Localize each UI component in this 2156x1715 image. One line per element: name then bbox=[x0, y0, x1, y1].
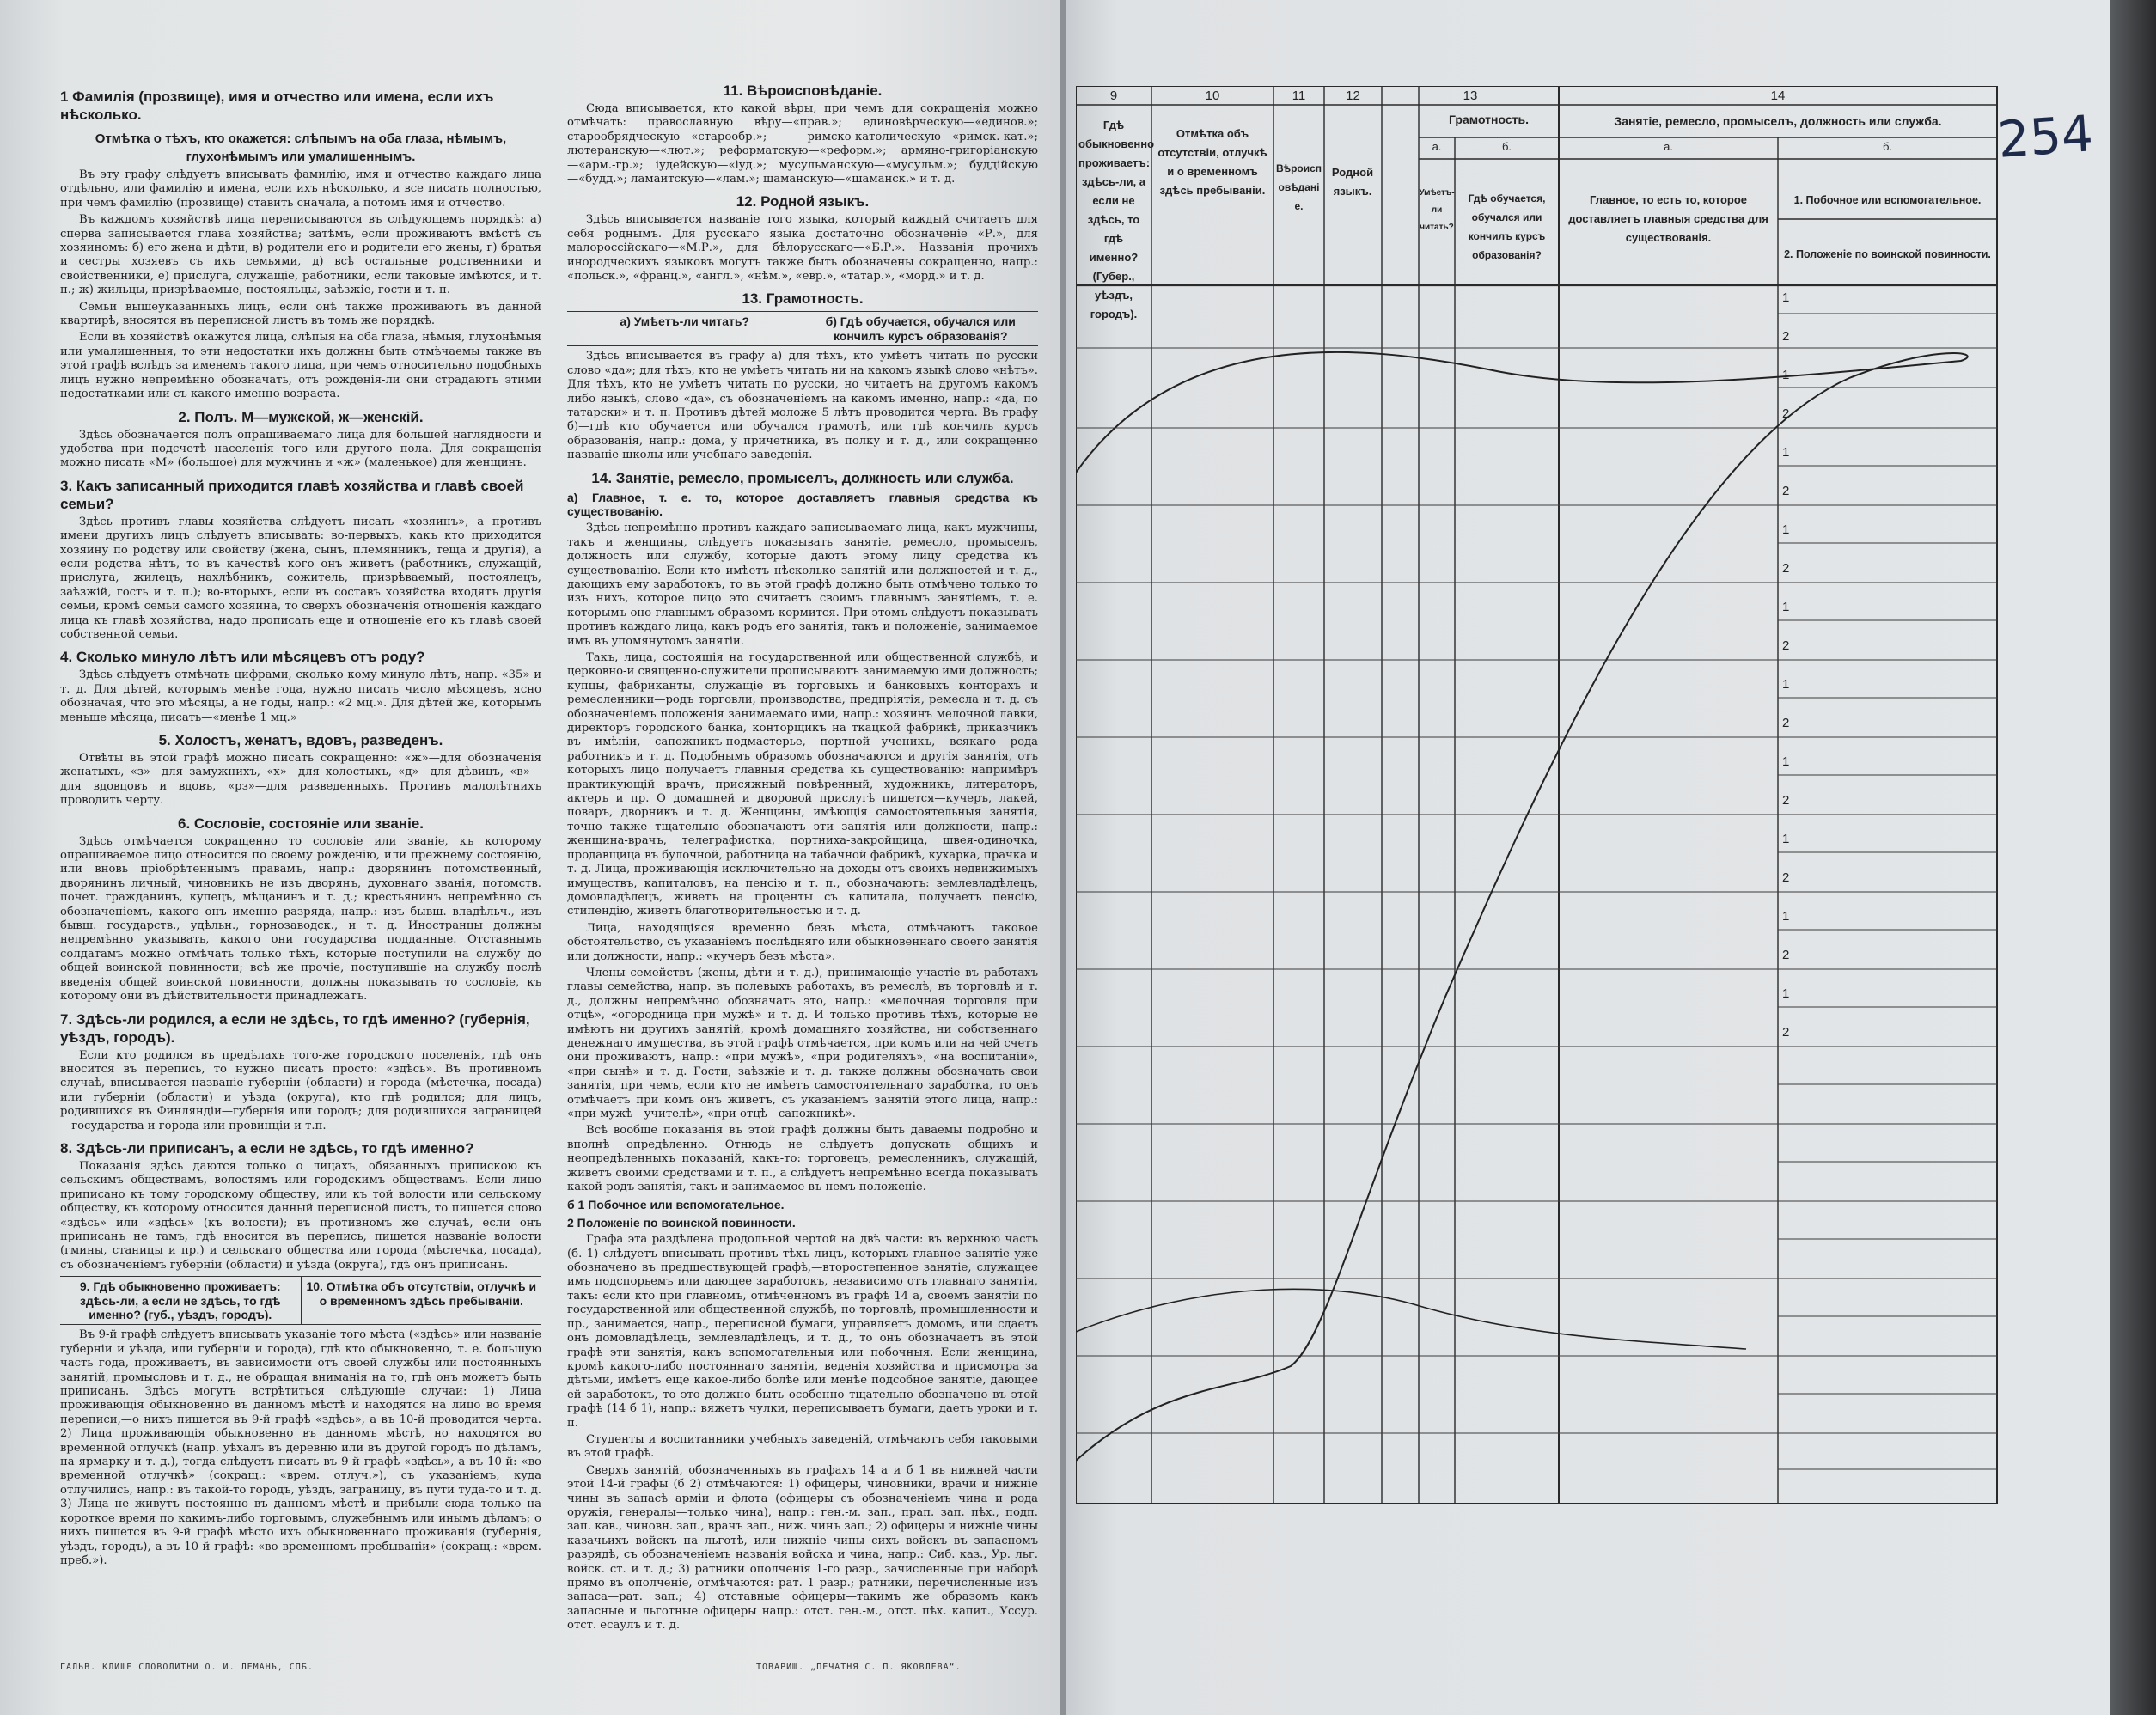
header-13b-letter: б. bbox=[1501, 140, 1512, 153]
section-1-title: 1 Фамилія (прозвище), имя и отчество или имена, если ихъ нѣсколько. bbox=[60, 88, 494, 123]
section-1-note: Отмѣтка о тѣхъ, кто окажется: слѣпымъ на оба глаза, нѣмымъ, глухонѣмымъ или умалишеннымъ. bbox=[95, 131, 507, 164]
paragraph: Здѣсь противъ главы хозяйства слѣдуетъ писать «хозяинъ», а противъ имени другихъ лицъ слѣдуетъ вписывать: во-первыхъ, какъ кто приходится хозяину по родству или свойству (жена, сынъ, племянникъ, теща и другія), а если родства нѣтъ, то въ качествѣ кого онъ живетъ (работникъ, служащій, прислуга, жилецъ, нахлѣбникъ, сожитель, призрѣваемый, постоялецъ, заѣзжій, гость и т. п.); во-вторыхъ, если въ составъ хозяйства входятъ другія семьи, кромѣ семьи самого хозяина, то сверхъ обозначенія отношенія каждаго лица къ главѣ хозяйства, надо прописать еще и отношеніе его къ главѣ своей собственной семьи. bbox=[60, 515, 541, 641]
header-12: Родной языкъ. bbox=[1331, 166, 1374, 198]
printer-footer-left: ГАЛЬВ. КЛИШЕ СЛОВОЛИТНИ О. И. ЛЕМАНЪ, СПБ. bbox=[60, 1663, 314, 1672]
row-mark: 2 bbox=[1782, 638, 1790, 653]
row-mark: 1 bbox=[1782, 677, 1790, 692]
paragraph: Лица, находящіяся временно безъ мѣста, отмѣчаютъ таковое обстоятельство, съ указаніемъ послѣдняго или обыкновеннаго своего занятія или должности, напр.: «кучеръ безъ мѣста». bbox=[567, 921, 1038, 963]
paragraph: Здѣсь непремѣнно противъ каждаго записываемаго лица, какъ мужчины, такъ и женщины, слѣдуетъ показывать занятіе, ремесло, промыселъ, должность или службу, которые даютъ этому лицу средства къ существованію. Если кто имѣетъ нѣсколько занятій или должностей и т. д., дающихъ ему заработокъ, то въ этой графѣ должно быть отмѣчено только то изъ нихъ, которое лицо это считаетъ своимъ главнымъ занятіемъ, т. е. которымъ оно главнымъ образомъ кормится. При этомъ слѣдуетъ показывать противъ каждаго лица, какъ родъ его занятія, такъ и положеніе, занимаемое имъ въ упомянутомъ занятіи. bbox=[567, 522, 1038, 648]
section-3-title: 3. Какъ записанный приходится главѣ хозяйства и главѣ своей семьи? bbox=[60, 477, 524, 512]
row-mark: 2 bbox=[1782, 561, 1790, 576]
col-num-11: 11 bbox=[1292, 88, 1306, 103]
paragraph: Сверхъ занятій, обозначенныхъ въ графахъ 14 а и б 1 въ нижней части этой 14-й графы (б 2) отмѣчаются: 1) офицеры, чиновники, врачи и нижніе чины въ запасѣ арміи и флота (офицеры съ обозначеніемъ чина и рода оружія, генералы—только чина), напр.: ген.-м. зап., прап. зап. пѣх., подп. зап. кав., чиновн. зап., врачъ зап., ниж. чинъ зап.; 2) офицеры и нижніе чины казачьихъ войскъ на льготѣ, или нижніе чины сихъ войскъ въ запасномъ разрядѣ, съ обозначеніемъ названія войска и чина, напр.: Сиб. каз., Ур. льг. войск. ст. и т. д.; 3) ратники ополченія 1-го разр., зачисленные при наборѣ прямо въ ополченіе, отмѣчаются: рат. 1 разр.; ратники, перечисленные изъ запаса—рат. зап.; 4) отставные офицеры—такимъ же образомъ какъ запасные и льготные офицеры напр.: отст. ген.-м., отст. пѣх. капит., Уссур. отст. есаулъ и т. д. bbox=[567, 1463, 1038, 1633]
paragraph: Такъ, лица, состоящія на государственной или общественной службѣ, и церковно-и священно-служители прописываютъ занимаемую ими должность; купцы, фабриканты, служащіе въ торговыхъ и банковыхъ конторахъ и ремесленники—родъ торговли, производства, предпріятія, ремесла и т. д. съ обозначеніемъ положенія занимаемаго ими, напр.: хозяинъ мелочной лавки, директоръ городского банка, конторщикъ на ткацкой фабрикѣ, приказчикъ въ имѣніи, сапожникъ-подмастерье, портной—ученикъ, всякаго рода работникъ и т. д. Подобнымъ образомъ обозначаются и другія занятія, отъ которыхъ лицо получаетъ главныя средства къ существованію: напримѣръ практикующій врачъ, присяжный повѣренный, художникъ, литераторъ, актеръ и пр. О домашней и дворовой прислугѣ пишется—кучеръ, лакей, поваръ, дворникъ и т. д. Женщины, имѣющія самостоятельныя занятія, точно также тщательно обозначаютъ эти занятія или должности, напр.: женщина-врачъ, телеграфистка, портниха-закройщица, швея-одиночка, продавщица въ булочной, работница на табачной фабрикѣ, кухарка, прачка и т. д. Лица, проживающія исключительно на доходы отъ своихъ недвижимыхъ имуществъ, капиталовъ, на пенсію и т. п., обозначаютъ: землевладѣлецъ, домовладѣлецъ, живетъ на проценты съ капитала, получаетъ пенсію, стипендію, живетъ благотворительностью и т. д. bbox=[567, 651, 1038, 919]
header-13b: Гдѣ обучается, обучался или кончилъ курсъ образованія? bbox=[1468, 192, 1546, 261]
paragraph: Если кто родился въ предѣлахъ того-же городского поселенія, гдѣ онъ вносится въ перепись, то нужно писать просто: «здѣсь». Въ противномъ случаѣ, вписывается названіе губерніи (области) и города (мѣстечка, посада) или губерніи (области) и уѣзда (округа), кто гдѣ родился; для лицъ, родившихся въ Финляндіи—губернія или городъ; для родившихся заграницей—государства и города или провинціи и т.п. bbox=[60, 1048, 541, 1132]
header-11: Вѣроисповѣданіе. bbox=[1275, 162, 1322, 212]
col-num-10: 10 bbox=[1205, 88, 1220, 103]
header-14b-letter: б. bbox=[1882, 140, 1893, 153]
paragraph: Здѣсь отмѣчается сокращенно то сословіе или званіе, къ которому опрашиваемое лицо относится по своему рожденію, или прежнему состоянію, или вновь пріобрѣтеннымъ правамъ, напр.: дворянинъ потомственный, дворянинъ личный, чиновникъ не изъ дворянъ, духовнаго званія, потомств. почет. гражданинъ, купецъ, мѣщанинъ и т. д.; крестьянинъ непремѣнно съ обозначеніемъ, какого онъ именно разряда, напр.: изъ бывш. владѣльч., изъ бывш. государств., удѣльн., горнозаводск., и т. д. Иностранцы должны непремѣнно указывать, какого они государства подданные. Отставнымъ солдатамъ можно отмѣчать только тѣхъ, которые поступили на службу до общей воинской повинности; всѣ же прочіе, поступившіе на службу послѣ введенія общей воинской повинности, должны показывать то сословіе, къ которому они въ дѣйствительности принадлежатъ. bbox=[60, 834, 541, 1004]
instructions-column-middle bbox=[567, 82, 1038, 1636]
header-14: Занятіе, ремесло, промыселъ, должность или служба. bbox=[1614, 114, 1942, 128]
row-mark: 2 bbox=[1782, 870, 1790, 885]
row-mark: 2 bbox=[1782, 716, 1790, 730]
paragraph: Здѣсь вписывается въ графу а) для тѣхъ, кто умѣетъ читать по русски слово «да»; для тѣхъ, кто не умѣетъ читать ни на какомъ языкѣ слово «нѣтъ». Для тѣхъ, кто не умѣетъ читать по русски, но читаетъ на другомъ какомъ либо языкѣ, слово «да», съ обозначеніемъ на какомъ именно, напр.: «да, по татарски» и т. п. Противъ дѣтей моложе 5 лѣтъ проводится черта. Въ графу б)—гдѣ кто обучается или обучался грамотѣ, или гдѣ кончилъ курсъ образованія, напр.: дома, у причетника, въ полку и т. д., или сокращенно названіе школы или учебнаго заведенія. bbox=[567, 350, 1038, 462]
printer-footer-right: ТОВАРИЩ. „ПЕЧАТНЯ С. П. ЯКОВЛЕВА“. bbox=[756, 1663, 962, 1672]
paragraph: Въ эту графу слѣдуетъ вписывать фамилію, имя и отчество каждаго лица отдѣльно, или фамилію и имена, если ихъ нѣсколько, и все писать полностью, при чемъ фамилію (прозвище) ставить сначала, а потомъ имя и отчество. bbox=[60, 168, 541, 210]
section-13b: б) Гдѣ обучается, обучался или кончилъ курсъ образованія? bbox=[825, 314, 1016, 343]
paragraph: Показанія здѣсь даются только о лицахъ, обязанныхъ припискою къ сельскимъ обществамъ, волостямъ или городскимъ обществамъ. Если лицо приписано къ тому городскому обществу, или къ той волости или сельскому обществу, къ которому относится данный переписной листъ, то пишется слово «здѣсь» или «здѣсь» (къ волости); въ противномъ же случаѣ, если онъ приписанъ не тамъ, гдѣ вносится въ перепись, пишется названіе волости (гмины, станицы и пр.) и сельскаго общества или города (мѣстечка, посада), съ обозначеніемъ губерніи (области) и уѣзда (округа), гдѣ онъ приписанъ. bbox=[60, 1159, 541, 1272]
row-mark: 1 bbox=[1782, 600, 1790, 614]
paragraph: Всѣ вообще показанія въ этой графѣ должны быть даваемы подробно и вполнѣ опредѣленно. Отнюдь не слѣдуетъ допускать общихъ и неопредѣленныхъ показаній, какъ-то: торговецъ, ремесленникъ, служащій, живетъ своими средствами и т. п., а слѣдуетъ непремѣнно всегда показывать какой родъ занятія, такъ и занимаемое въ немъ положеніе. bbox=[567, 1124, 1038, 1194]
paragraph: Семьи вышеуказанныхъ лицъ, если онѣ также проживаютъ въ данной квартирѣ, вносятся въ переписной листъ въ томъ же порядкѣ. bbox=[60, 300, 541, 328]
census-table bbox=[1076, 86, 2004, 1512]
section-13a: а) Умѣетъ-ли читать? bbox=[567, 312, 803, 345]
header-13a: Умѣетъ-ли читать? bbox=[1419, 188, 1455, 232]
row-mark: 2 bbox=[1782, 793, 1790, 808]
paragraph: Здѣсь вписывается названіе того языка, который каждый считаетъ для себя роднымъ. Для русскаго языка достаточно обозначеніе «Р.», для малороссійскаго—«М.Р.», для бѣлорусскаго—«Б.Р.». Названія прочихъ инородческихъ языковъ могутъ также быть обозначены сокращенно, напр.: «польск.», «франц.», «англ.», «нѣм.», «евр.», «татар.», «морд.» и т. д. bbox=[567, 213, 1038, 284]
row-mark: 2 bbox=[1782, 406, 1790, 421]
header-9: Гдѣ обыкновенно проживаетъ: здѣсь-ли, а если не здѣсь, то гдѣ именно? (Губер., уѣздъ, городъ). bbox=[1078, 119, 1155, 320]
header-13: Грамотность. bbox=[1449, 113, 1529, 126]
pen-cancel-stroke bbox=[1076, 352, 1968, 1461]
section-14b1-title: б 1 Побочное или вспомогательное. bbox=[567, 1198, 785, 1212]
section-13-subheader bbox=[567, 311, 1038, 346]
row-mark: 2 bbox=[1782, 329, 1790, 344]
book-edge bbox=[2110, 0, 2156, 1715]
header-14b2: 2. Положеніе по воинской повинности. bbox=[1784, 248, 1991, 260]
section-5-title: 5. Холостъ, женатъ, вдовъ, разведенъ. bbox=[158, 732, 443, 748]
paragraph: Отвѣты въ этой графѣ можно писать сокращенно: «ж»—для обозначенія женатыхъ, «з»—для замужнихъ, «х»—для холостыхъ, «д»—для дѣвицъ, «в»—для вдовцовъ и вдовъ, «рз»—для разведенныхъ. Противъ малолѣтнихъ проводить черту. bbox=[60, 752, 541, 808]
row-mark: 1 bbox=[1782, 522, 1790, 537]
col-num-13: 13 bbox=[1463, 88, 1478, 103]
paragraph: Графа эта раздѣлена продольной чертой на двѣ части: въ верхнюю часть (б. 1) слѣдуетъ вписывать противъ тѣхъ лицъ, которыхъ главное занятіе уже обозначено въ предшествующей графѣ,—второстепенное занятіе, служащее имъ подспорьемъ или дающее заработокъ, независимо отъ главнаго занятія, такъ: если кто при главномъ, отмѣченномъ въ графѣ 14 а, своемъ занятіи по государственной или общественной службѣ, по торговлѣ, промышленности и пр., занимается, напр., переписной бумаги, управляетъ домомъ, или сдаетъ онъ домовладѣлецъ, землевладѣлецъ, и т. д., то онъ обозначаетъ въ этой графѣ эти занятія, какъ вспомогательныя или побочныя. Если женщина, кромѣ какого-либо постояннаго занятія, веденія хозяйства и присмотра за дѣтьми, имѣетъ еще какое-либо болѣе или менѣе подсобное занятіе, дающее ей заработокъ, то это должно быть особенно тщательно обозначено въ этой графѣ (14 б 1), напр.: вяжетъ чулки, переписываетъ бумаги, даетъ уроки и т. п. bbox=[567, 1233, 1038, 1430]
paragraph: Здѣсь обозначается полъ опрашиваемаго лица для большей наглядности и удобства при подсчетѣ населенія того или другого пола. Для сокращенія можно писать «М» (большое) для мужчинъ и «ж» (маленькое) для женщинъ. bbox=[60, 428, 541, 470]
left-page bbox=[0, 0, 1064, 1715]
section-7-title: 7. Здѣсь-ли родился, а если не здѣсь, то гдѣ именно? (губернія, уѣздъ, городъ). bbox=[60, 1010, 530, 1046]
header-10: Отмѣтка объ отсутствіи, отлучкѣ и о временномъ здѣсь пребываніи. bbox=[1157, 127, 1267, 197]
header-13a-letter: а. bbox=[1432, 140, 1442, 153]
row-mark: 1 bbox=[1782, 754, 1790, 769]
section-13-title: 13. Грамотность. bbox=[742, 290, 864, 308]
col-num-14: 14 bbox=[1770, 88, 1786, 103]
paragraph: Члены семействъ (жены, дѣти и т. д.), принимающіе участіе въ работахъ главы семейства, напр. въ полевыхъ работахъ, въ ремеслѣ, въ торговлѣ и т. д., должны непремѣнно обозначать это, напр.: «мелочная торговля при отцѣ», «огородница при мужѣ» и т. д. И только противъ тѣхъ, которые не имѣютъ ни другихъ занятій, кромѣ домашняго хозяйства, ни собственнаго денежнаго имущества, въ этой графѣ отмѣчается, при комъ или на чей счетъ они проживаютъ, напр.: «при мужѣ», «при родителяхъ», «на воспитаніи», «при сынѣ» и т. д. Гости, заѣзжіе и т. д. также должны обозначать свои занятія, при чемъ, если кто не имѣетъ самостоятельнаго заработка, то онъ отмѣчаетъ при комъ онъ живетъ, съ указаніемъ занятій этого лица, напр.: «при мужѣ—учителѣ», «при отцѣ—сапожникѣ». bbox=[567, 966, 1038, 1120]
col-num-9: 9 bbox=[1109, 88, 1118, 103]
row-mark: 2 bbox=[1782, 484, 1790, 498]
header-14b1: 1. Побочное или вспомогательное. bbox=[1793, 194, 1982, 206]
row-mark: 1 bbox=[1782, 832, 1790, 846]
paragraph: Сюда вписывается, кто какой вѣры, при чемъ для сокращенія можно отмѣчать: православную вѣру—«прав.»; единовѣрческую—«единов.»; старообрядческую—«старообр.»; римско-католическую—«римск.-кат.»; лютеранскую—«лют.»; реформатскую—«реформ.»; армяно-григоріанскую—«арм.-гр.»; іудейскую—«іуд.»; мусульманскую—«мусульм.»; буддійскую—«будд.»; ламаитскую—«лам.»; шаманскую—«шаманск.» и т. д. bbox=[567, 102, 1038, 186]
row-mark: 1 bbox=[1782, 986, 1790, 1001]
section-9-10-header bbox=[60, 1276, 541, 1325]
section-8-title: 8. Здѣсь-ли приписанъ, а если не здѣсь, то гдѣ именно? bbox=[60, 1139, 474, 1157]
section-6-title: 6. Сословіе, состояніе или званіе. bbox=[178, 815, 424, 832]
row-mark: 1 bbox=[1782, 290, 1790, 305]
section-14b2-title: 2 Положеніе по воинской повинности. bbox=[567, 1215, 796, 1230]
section-11-title: 11. Вѣроисповѣданіе. bbox=[723, 82, 883, 99]
paragraph: Въ каждомъ хозяйствѣ лица переписываются въ слѣдующемъ порядкѣ: а) сперва записывается глава хозяйства; затѣмъ, если проживаютъ вмѣстѣ съ хозяиномъ: б) его жена и дѣти, в) родители его и родители его жены, г) братья и сестры хозяевъ съ ихъ семьями, д) всѣ остальные родственники и свойственники, е) прислуга, служащіе, работники, если таковые имѣются, и т. п.; ж) жильцы, призрѣваемые, постояльцы, заѣзжіе, гости и т. п. bbox=[60, 213, 541, 297]
paragraph: Если въ хозяйствѣ окажутся лица, слѣпыя на оба глаза, нѣмыя, глухонѣмыя или умалишенныя, то эти недостатки ихъ должны быть отмѣчаемы также въ этой графѣ вслѣдъ за именемъ такого лица, при чемъ относительно подобныхъ лицъ нужно непремѣнно обозначать, отъ рожденія-ли они страдаютъ этими недостатками или съ какого именно возраста. bbox=[60, 331, 541, 401]
col-num-12: 12 bbox=[1346, 88, 1360, 103]
header-14a: Главное, то есть то, которое доставляетъ главныя средства для существованія. bbox=[1568, 193, 1768, 244]
section-9-cell: 9. Гдѣ обыкновенно проживаетъ: здѣсь-ли, а если не здѣсь, то гдѣ именно? (губ., уѣздъ, городъ). bbox=[60, 1277, 302, 1324]
instructions-column-left bbox=[60, 82, 541, 1571]
section-14-title: 14. Занятіе, ремесло, промыселъ, должность или служба. bbox=[591, 469, 1014, 486]
section-12-title: 12. Родной языкъ. bbox=[736, 193, 870, 211]
handwritten-page-number: 254 bbox=[1995, 104, 2095, 169]
section-14a-subtitle: а) Главное, т. е. то, которое доставляетъ главныя средства къ существованію. bbox=[567, 490, 1038, 518]
row-mark: 1 bbox=[1782, 445, 1790, 460]
paragraph: Здѣсь слѣдуетъ отмѣчать цифрами, сколько кому минуло лѣтъ, напр. «35» и т. д. Для дѣтей, которымъ менѣе года, нужно писать число мѣсяцевъ, ясно обозначая, что это мѣсяцы, а не годы, напр.: «2 мц.». Для дѣтей же, которымъ меньше мѣсяца, писать—«менѣе 1 мц.» bbox=[60, 668, 541, 724]
row-mark: 2 bbox=[1782, 1025, 1790, 1040]
paragraph: Въ 9-й графѣ слѣдуетъ вписывать указаніе того мѣста («здѣсь» или названіе губерніи и уѣзда, или губерніи и города), гдѣ кто обыкновенно, т. е. большую часть года, проживаетъ, въ зависимости отъ своей службы или постоянныхъ занятій, промысловъ и т. д., не обращая вниманія на то, гдѣ онъ можетъ быть приписанъ. Здѣсь могутъ встрѣтиться слѣдующіе случаи: 1) Лица проживающія обыкновенно въ данномъ мѣстѣ и находятся на лицо во время переписи,—о нихъ пишется въ 9-й графѣ «здѣсь», а въ 10-й проводится черта. 2) Лица проживающія обыкновенно въ данномъ мѣстѣ, но находятся во временной отлучкѣ (напр. уѣхалъ въ деревню или въ другой городъ по дѣламъ, на ярмарку и т. д.), тогда слѣдуетъ писать въ 9-й графѣ «здѣсь», а въ 10-й: «во временной отлучкѣ» (сокращ.: «врем. отлуч.»), съ указаніемъ, куда отлучились, напр.: въ такой-то городъ, уѣздъ, заграницу, въ пути туда-то и т. д. 3) Лица не живутъ постоянно въ данномъ мѣстѣ и прибыли сюда только на короткое время по какимъ-либо торговымъ, служебнымъ или инымъ дѣламъ; о нихъ пишется въ 9-й графѣ мѣсто ихъ обыкновеннаго проживанія (губернія, уѣздъ, городъ), а въ 10-й графѣ: «во временномъ пребываніи» (сокращ.: «врем. преб.»). bbox=[60, 1328, 541, 1567]
row-mark: 1 bbox=[1782, 368, 1790, 382]
header-14a-letter: а. bbox=[1664, 140, 1673, 153]
row-mark: 2 bbox=[1782, 948, 1790, 962]
section-10-cell: 10. Отмѣтка объ отсутствіи, отлучкѣ и о временномъ здѣсь пребываніи. bbox=[306, 1279, 537, 1308]
section-2-title: 2. Полъ. М—мужской, ж—женскій. bbox=[178, 408, 424, 425]
paragraph: Студенты и воспитанники учебныхъ заведеній, отмѣчаютъ себя таковыми въ этой графѣ. bbox=[567, 1432, 1038, 1461]
row-mark: 1 bbox=[1782, 909, 1790, 924]
section-4-title: 4. Сколько минуло лѣтъ или мѣсяцевъ отъ роду? bbox=[60, 649, 425, 666]
